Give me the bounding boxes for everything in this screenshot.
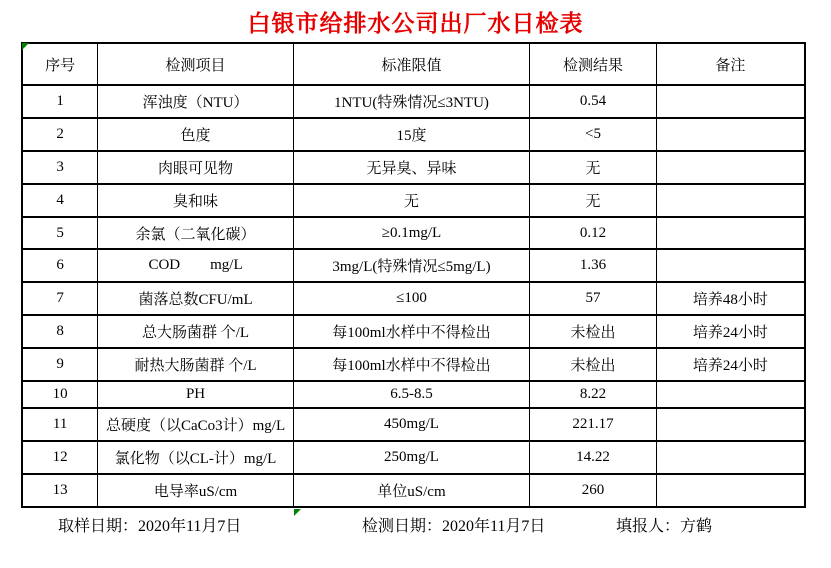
cell-item: 臭和味 <box>98 184 294 217</box>
table-row <box>22 282 805 315</box>
table-row <box>22 381 805 408</box>
cell-remark <box>656 118 805 151</box>
table-row <box>22 151 805 184</box>
header-row <box>22 43 805 85</box>
cell-seq: 13 <box>22 474 98 507</box>
header-seq: 序号 <box>22 43 98 85</box>
cell-limit: 15度 <box>293 118 529 151</box>
page-title: 白银市给排水公司出厂水日检表 <box>247 11 584 36</box>
table-row <box>22 184 805 217</box>
table-row <box>22 474 805 507</box>
cell-limit: 250mg/L <box>293 441 529 474</box>
cell-result: 1.36 <box>530 249 657 282</box>
cell-result: 57 <box>530 282 657 315</box>
cell-remark <box>656 217 805 250</box>
table-row <box>22 441 805 474</box>
cell-remark <box>656 85 805 118</box>
footer-line <box>0 513 831 535</box>
cell-seq: 5 <box>22 217 98 250</box>
cell-remark <box>656 151 805 184</box>
cell-limit: 每100ml水样中不得检出 <box>293 315 529 348</box>
cell-item: 电导率uS/cm <box>98 474 294 507</box>
cell-seq: 11 <box>22 408 98 441</box>
cell-seq: 1 <box>22 85 98 118</box>
cell-limit: ≥0.1mg/L <box>293 217 529 250</box>
cell-result: 0.12 <box>530 217 657 250</box>
cell-seq: 8 <box>22 315 98 348</box>
cell-item: 总硬度（以CaCo3计）mg/L <box>98 408 294 441</box>
cell-seq: 10 <box>22 381 98 408</box>
cell-seq: 3 <box>22 151 98 184</box>
cell-remark <box>656 249 805 282</box>
cell-seq: 2 <box>22 118 98 151</box>
cell-result: <5 <box>530 118 657 151</box>
cell-item: 肉眼可见物 <box>98 151 294 184</box>
cell-limit: 每100ml水样中不得检出 <box>293 348 529 381</box>
cell-item: 浑浊度（NTU） <box>98 85 294 118</box>
cell-remark <box>656 474 805 507</box>
cell-item: COD mg/L <box>98 249 294 282</box>
header-result: 检测结果 <box>530 43 657 85</box>
table-row <box>22 348 805 381</box>
header-remark: 备注 <box>656 43 805 85</box>
cell-remark <box>656 381 805 408</box>
inspection-table <box>21 42 806 508</box>
cell-remark: 培养24小时 <box>656 315 805 348</box>
cell-limit: 1NTU(特殊情况≤3NTU) <box>293 85 529 118</box>
cell-result: 14.22 <box>530 441 657 474</box>
cell-result: 未检出 <box>530 348 657 381</box>
cell-remark <box>656 408 805 441</box>
cell-seq: 7 <box>22 282 98 315</box>
table-row <box>22 118 805 151</box>
cell-seq: 4 <box>22 184 98 217</box>
cell-result: 无 <box>530 151 657 184</box>
cell-limit: 6.5-8.5 <box>293 381 529 408</box>
reporter-label: 填报人：方鹤 <box>616 518 713 535</box>
cell-limit: 3mg/L(特殊情况≤5mg/L) <box>293 249 529 282</box>
cell-item: 余氯（二氧化碳） <box>98 217 294 250</box>
cell-limit: ≤100 <box>293 282 529 315</box>
testing-date-label: 检测日期：2020年11月7日 <box>362 518 546 535</box>
cell-remark: 培养24小时 <box>656 348 805 381</box>
cell-result: 0.54 <box>530 85 657 118</box>
cell-remark: 培养48小时 <box>656 282 805 315</box>
cell-item: 菌落总数CFU/mL <box>98 282 294 315</box>
cell-result: 无 <box>530 184 657 217</box>
table-row <box>22 408 805 441</box>
table-row <box>22 249 805 282</box>
header-item: 检测项目 <box>98 43 294 85</box>
table-row <box>22 85 805 118</box>
table-row <box>22 217 805 250</box>
cell-remark <box>656 441 805 474</box>
cell-item: PH <box>98 381 294 408</box>
cell-result: 8.22 <box>530 381 657 408</box>
table-row <box>22 315 805 348</box>
cell-item: 耐热大肠菌群 个/L <box>98 348 294 381</box>
cell-seq: 9 <box>22 348 98 381</box>
cell-result: 未检出 <box>530 315 657 348</box>
table-body <box>22 85 805 507</box>
cell-seq: 12 <box>22 441 98 474</box>
cell-limit: 450mg/L <box>293 408 529 441</box>
cell-seq: 6 <box>22 249 98 282</box>
cell-remark <box>656 184 805 217</box>
cell-limit: 单位uS/cm <box>293 474 529 507</box>
cell-item: 总大肠菌群 个/L <box>98 315 294 348</box>
cell-item: 色度 <box>98 118 294 151</box>
cell-result: 260 <box>530 474 657 507</box>
cell-limit: 无 <box>293 184 529 217</box>
header-limit: 标准限值 <box>293 43 529 85</box>
excel-corner-marker-icon <box>22 43 29 50</box>
cell-result: 221.17 <box>530 408 657 441</box>
sampling-date-label: 取样日期：2020年11月7日 <box>58 518 242 535</box>
cell-limit: 无异臭、异味 <box>293 151 529 184</box>
cell-item: 氯化物（以CL-计）mg/L <box>98 441 294 474</box>
